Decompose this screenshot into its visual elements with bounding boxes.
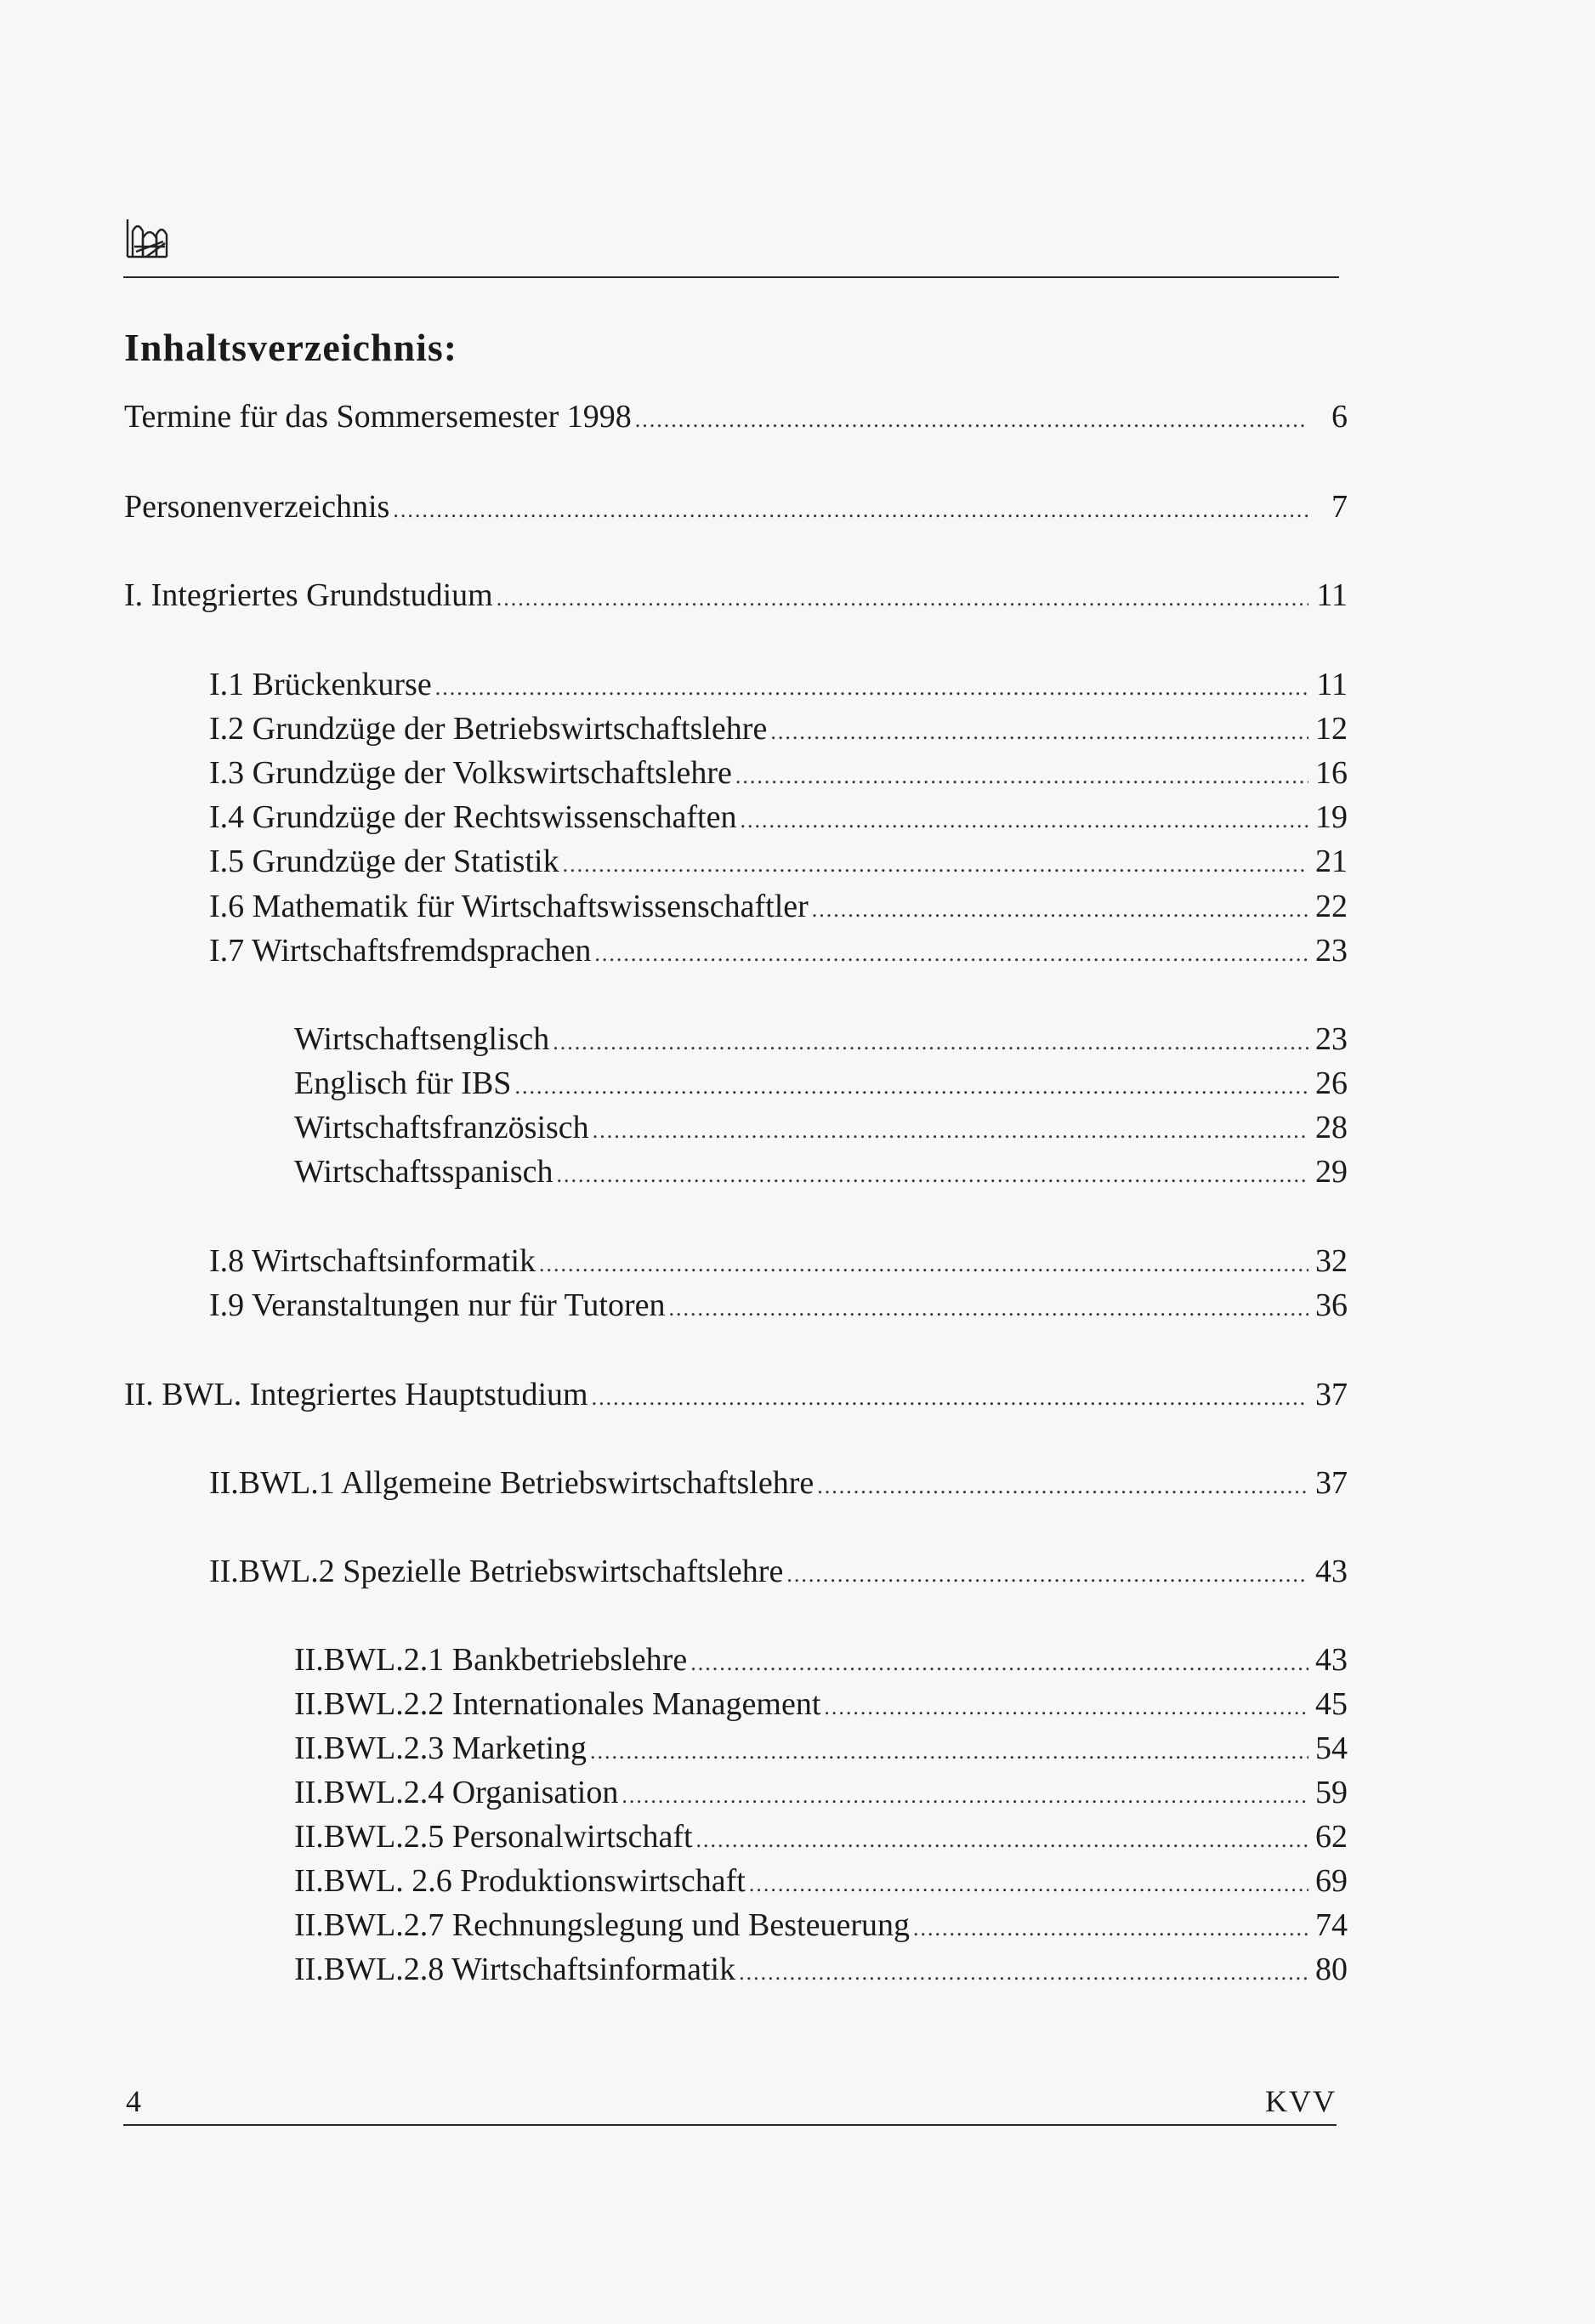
dot-leader	[557, 1156, 1308, 1195]
toc-entry	[294, 1640, 1348, 1679]
dot-leader	[590, 1732, 1308, 1771]
dot-leader	[393, 491, 1308, 530]
toc-entry-page: 23	[1315, 933, 1348, 969]
toc-entry-page: 26	[1315, 1065, 1348, 1101]
toc-entry-label: I.2 Grundzüge der Betriebswirtschaftslehre	[209, 711, 768, 747]
toc-entry-page: 43	[1315, 1642, 1348, 1678]
toc-entry-label: Wirtschaftsspanisch	[294, 1154, 553, 1190]
toc-entry-label: I.7 Wirtschaftsfremdsprachen	[209, 933, 592, 969]
dot-leader	[739, 1953, 1308, 1992]
dot-leader	[669, 1289, 1308, 1328]
toc-entry	[209, 798, 1348, 837]
dot-leader	[622, 1776, 1308, 1815]
dot-leader	[817, 1467, 1308, 1506]
toc-entry-label: II. BWL. Integriertes Hauptstudium	[124, 1377, 588, 1412]
toc-entry-label: I.5 Grundzüge der Statistik	[209, 844, 559, 879]
toc-entry-label: I.1 Brückenkurse	[209, 667, 432, 702]
toc-entry	[209, 665, 1348, 704]
toc-entry-page: 7	[1331, 489, 1348, 525]
toc-entry-label: II.BWL.2.2 Internationales Management	[294, 1686, 821, 1722]
dot-leader	[514, 1067, 1308, 1106]
toc-entry-page: 36	[1315, 1287, 1348, 1323]
toc-entry-label: Termine für das Sommersemester 1998	[124, 399, 632, 435]
toc-entry-page: 69	[1315, 1863, 1348, 1899]
toc-entry	[209, 1463, 1348, 1503]
toc-entry-label: Wirtschaftsfranzösisch	[294, 1110, 589, 1145]
toc-entry-label: I. Integriertes Grundstudium	[124, 577, 493, 613]
toc-entry-page: 11	[1316, 577, 1348, 613]
toc-entry	[209, 1552, 1348, 1591]
dot-leader	[824, 1688, 1308, 1727]
toc-entry-label: I.8 Wirtschaftsinformatik	[209, 1243, 536, 1279]
toc-entry-page: 12	[1315, 711, 1348, 747]
toc-entry-page: 29	[1315, 1154, 1348, 1190]
toc-entry	[294, 1906, 1348, 1945]
toc-entry-label: II.BWL.2.8 Wirtschaftsinformatik	[294, 1952, 736, 1987]
toc-entry-page: 45	[1315, 1686, 1348, 1722]
toc-entry	[294, 1817, 1348, 1856]
toc-entry	[209, 842, 1348, 881]
toc-entry-label: II.BWL.2.4 Organisation	[294, 1775, 619, 1810]
dot-leader	[735, 757, 1308, 796]
dot-leader	[913, 1909, 1308, 1948]
dot-leader	[749, 1865, 1308, 1904]
toc-entry-page: 43	[1315, 1554, 1348, 1589]
toc-entry-label: II.BWL.2.7 Rechnungslegung und Besteuerung	[294, 1907, 910, 1943]
dot-leader	[539, 1245, 1308, 1284]
dot-leader	[592, 1378, 1308, 1418]
toc-entry	[294, 1861, 1348, 1901]
toc-entry-label: II.BWL.2.1 Bankbetriebslehre	[294, 1642, 688, 1678]
dot-leader	[594, 935, 1308, 974]
toc-entry-label: I.4 Grundzüge der Rechtswissenschaften	[209, 799, 737, 835]
toc-entry	[209, 887, 1348, 926]
footer-abbreviation: KVV	[1265, 2084, 1337, 2118]
toc-entry	[124, 397, 1348, 436]
toc-entry-label: II.BWL.2.3 Marketing	[294, 1730, 587, 1766]
toc-entry	[209, 1242, 1348, 1281]
dot-leader	[553, 1023, 1308, 1062]
dot-leader	[696, 1821, 1308, 1860]
toc-entry	[209, 931, 1348, 970]
toc-entry-label: I.6 Mathematik für Wirtschaftswissenschaftler	[209, 889, 809, 924]
dot-leader	[593, 1111, 1308, 1151]
toc-entry	[294, 1020, 1348, 1059]
toc-entry-label: I.9 Veranstaltungen nur für Tutoren	[209, 1287, 666, 1323]
toc-entry	[124, 576, 1348, 615]
toc-entry-label: Wirtschaftsenglisch	[294, 1021, 550, 1057]
toc-entry-label: I.3 Grundzüge der Volkswirtschaftslehre	[209, 755, 732, 791]
dot-leader	[786, 1555, 1308, 1594]
toc-entry-page: 74	[1315, 1907, 1348, 1943]
toc-entry-label: Personenverzeichnis	[124, 489, 390, 525]
toc-entry-page: 59	[1315, 1775, 1348, 1810]
toc-entry-label: II.BWL. 2.6 Produktionswirtschaft	[294, 1863, 746, 1899]
toc-entry	[294, 1064, 1348, 1103]
toc-entry	[294, 1685, 1348, 1724]
toc-entry-page: 37	[1315, 1465, 1348, 1501]
toc-entry-page: 21	[1315, 844, 1348, 879]
toc-entry-page: 16	[1315, 755, 1348, 791]
toc-entry-label: II.BWL.2 Spezielle Betriebswirtschaftslehre	[209, 1554, 784, 1589]
toc-entry	[209, 709, 1348, 748]
toc-entry	[294, 1108, 1348, 1147]
dot-leader	[812, 890, 1308, 929]
toc-entry-label: II.BWL.1 Allgemeine Betriebswirtschaftslehre	[209, 1465, 815, 1501]
toc-entry	[209, 753, 1348, 793]
toc-entry-page: 6	[1331, 399, 1348, 435]
toc-entry-page: 62	[1315, 1819, 1348, 1855]
dot-leader	[563, 845, 1308, 884]
toc-entry-page: 54	[1315, 1730, 1348, 1766]
dot-leader	[635, 401, 1308, 440]
page-title: Inhaltsverzeichnis:	[124, 326, 458, 369]
toc-entry	[294, 1950, 1348, 1989]
toc-entry-label: Englisch für IBS	[294, 1065, 512, 1101]
toc-entry-page: 19	[1315, 799, 1348, 835]
toc-entry-page: 37	[1315, 1377, 1348, 1412]
toc-entry	[294, 1729, 1348, 1768]
dot-leader	[740, 801, 1308, 840]
toc-entry	[124, 1375, 1348, 1414]
footer-page-number: 4	[126, 2084, 141, 2118]
toc-entry-label: II.BWL.2.5 Personalwirtschaft	[294, 1819, 693, 1855]
dot-leader	[435, 668, 1308, 707]
dot-leader	[690, 1644, 1308, 1683]
dot-leader	[770, 713, 1308, 752]
toc-entry-page: 23	[1315, 1021, 1348, 1057]
dot-leader	[497, 579, 1308, 618]
toc-entry-page: 28	[1315, 1110, 1348, 1145]
toc-entry-page: 80	[1315, 1952, 1348, 1987]
footer-rule	[123, 2124, 1337, 2126]
toc-entry-page: 11	[1316, 667, 1348, 702]
toc-entry-page: 22	[1315, 889, 1348, 924]
toc-entry	[124, 487, 1348, 526]
toc-entry-page: 32	[1315, 1243, 1348, 1279]
toc-entry	[294, 1773, 1348, 1812]
toc-entry	[294, 1152, 1348, 1191]
toc-entry	[209, 1286, 1348, 1325]
